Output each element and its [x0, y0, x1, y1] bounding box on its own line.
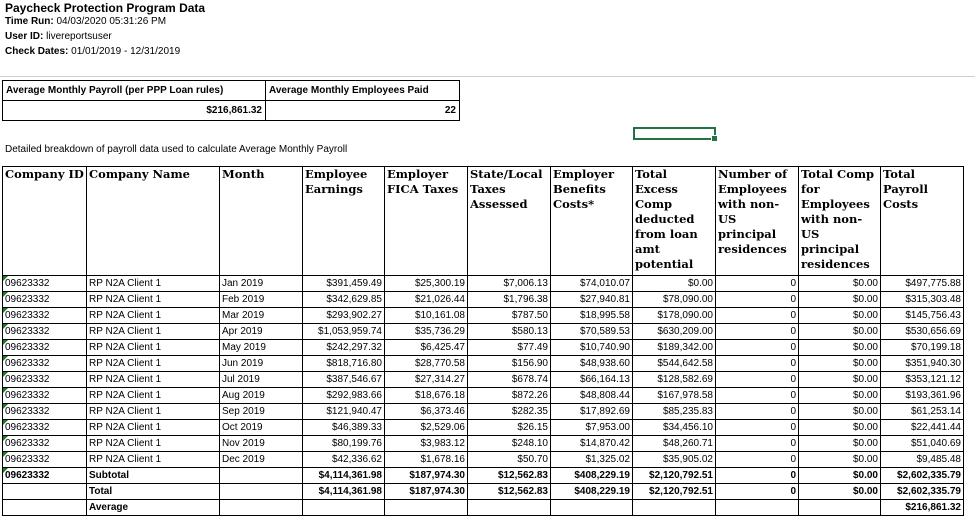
detail-note: Detailed breakdown of payroll data used to calculate Average Monthly Payroll	[5, 144, 348, 155]
table-row	[3, 356, 964, 372]
table-cell[interactable]: 0	[716, 356, 799, 372]
table-cell[interactable]: $26.15	[468, 420, 551, 436]
table-cell[interactable]: RP N2A Client 1	[87, 388, 220, 404]
total-row	[3, 484, 964, 500]
table-cell[interactable]: RP N2A Client 1	[87, 372, 220, 388]
table-cell[interactable]: $34,456.10	[633, 420, 716, 436]
table-cell[interactable]: $387,546.67	[303, 372, 385, 388]
table-cell[interactable]: $48,808.44	[551, 388, 633, 404]
table-cell[interactable]: Sep 2019	[220, 404, 303, 420]
table-cell[interactable]: 0	[716, 388, 799, 404]
table-cell[interactable]: $0.00	[799, 484, 881, 500]
table-cell[interactable]: 09623332	[3, 324, 87, 340]
table-cell[interactable]: RP N2A Client 1	[87, 340, 220, 356]
table-row	[3, 388, 964, 404]
table-cell[interactable]: RP N2A Client 1	[87, 308, 220, 324]
table-cell[interactable]: $0.00	[799, 436, 881, 452]
table-cell[interactable]: 09623332	[3, 468, 87, 484]
time-run-label: Time Run:	[5, 16, 54, 27]
table-cell[interactable]: $17,892.69	[551, 404, 633, 420]
table-cell[interactable]: 09623332	[3, 436, 87, 452]
table-cell[interactable]: 09623332	[3, 452, 87, 468]
table-cell[interactable]: $0.00	[633, 276, 716, 292]
table-cell[interactable]: $2,120,792.51	[633, 468, 716, 484]
table-cell[interactable]: 0	[716, 484, 799, 500]
table-cell[interactable]	[220, 468, 303, 484]
table-cell[interactable]: Average	[87, 500, 220, 516]
table-cell[interactable]: $74,010.07	[551, 276, 633, 292]
table-cell[interactable]: $70,199.18	[881, 340, 964, 356]
col-comp-non-us-employees[interactable]: Total Comp for Employees with non-US principal residences	[799, 167, 881, 276]
table-cell[interactable]: $0.00	[799, 468, 881, 484]
col-state-local-taxes[interactable]: State/Local Taxes Assessed	[468, 167, 551, 276]
table-cell[interactable]: $0.00	[799, 372, 881, 388]
col-employee-earnings[interactable]: Employee Earnings	[303, 167, 385, 276]
avg-employees-value[interactable]: 22	[266, 101, 460, 121]
table-cell[interactable]: 0	[716, 292, 799, 308]
table-cell[interactable]	[633, 500, 716, 516]
table-cell[interactable]: Dec 2019	[220, 452, 303, 468]
table-cell[interactable]: $6,425.47	[385, 340, 468, 356]
table-cell[interactable]: $61,253.14	[881, 404, 964, 420]
table-cell[interactable]: $145,756.43	[881, 308, 964, 324]
table-cell[interactable]: $12,562.83	[468, 484, 551, 500]
table-cell[interactable]: $10,161.08	[385, 308, 468, 324]
table-cell[interactable]: $342,629.85	[303, 292, 385, 308]
table-cell[interactable]: $678.74	[468, 372, 551, 388]
table-cell[interactable]	[303, 500, 385, 516]
table-cell[interactable]	[716, 500, 799, 516]
table-row	[3, 452, 964, 468]
table-cell[interactable]: $35,905.02	[633, 452, 716, 468]
table-cell[interactable]: $0.00	[799, 340, 881, 356]
col-employer-benefits[interactable]: Employer Benefits Costs*	[551, 167, 633, 276]
table-cell[interactable]: $1,678.16	[385, 452, 468, 468]
col-total-payroll-costs[interactable]: Total Payroll Costs	[881, 167, 964, 276]
table-row	[3, 276, 964, 292]
table-cell[interactable]: $580.13	[468, 324, 551, 340]
table-cell[interactable]: $27,314.27	[385, 372, 468, 388]
table-row	[3, 436, 964, 452]
table-cell[interactable]: Oct 2019	[220, 420, 303, 436]
table-cell[interactable]: RP N2A Client 1	[87, 324, 220, 340]
table-cell[interactable]: $2,529.06	[385, 420, 468, 436]
table-cell[interactable]: $2,120,792.51	[633, 484, 716, 500]
user-id-value: livereportsuser	[46, 31, 112, 42]
table-cell[interactable]: RP N2A Client 1	[87, 276, 220, 292]
table-cell[interactable]: 0	[716, 452, 799, 468]
table-cell[interactable]: RP N2A Client 1	[87, 420, 220, 436]
table-cell[interactable]: $1,796.38	[468, 292, 551, 308]
table-cell[interactable]	[385, 500, 468, 516]
table-cell[interactable]: $0.00	[799, 292, 881, 308]
table-cell[interactable]: $0.00	[799, 420, 881, 436]
check-dates	[5, 46, 180, 57]
table-cell[interactable]: $70,589.53	[551, 324, 633, 340]
table-cell[interactable]: 09623332	[3, 404, 87, 420]
table-cell[interactable]: $1,325.02	[551, 452, 633, 468]
table-cell[interactable]: $0.00	[799, 404, 881, 420]
table-cell[interactable]: 09623332	[3, 420, 87, 436]
table-cell[interactable]: $50.70	[468, 452, 551, 468]
check-dates-label: Check Dates:	[5, 46, 69, 57]
table-row	[3, 292, 964, 308]
table-cell[interactable]: $4,114,361.98	[303, 484, 385, 500]
table-cell[interactable]: Total	[87, 484, 220, 500]
table-cell[interactable]: $27,940.81	[551, 292, 633, 308]
table-cell[interactable]: 09623332	[3, 388, 87, 404]
col-month[interactable]: Month	[220, 167, 303, 276]
table-cell[interactable]: $167,978.58	[633, 388, 716, 404]
table-cell[interactable]: $156.90	[468, 356, 551, 372]
table-cell[interactable]: $78,090.00	[633, 292, 716, 308]
table-cell[interactable]	[3, 500, 87, 516]
table-cell[interactable]: 0	[716, 324, 799, 340]
table-cell[interactable]: $408,229.19	[551, 468, 633, 484]
table-cell[interactable]: $282.35	[468, 404, 551, 420]
table-cell[interactable]: Apr 2019	[220, 324, 303, 340]
table-cell[interactable]: $630,209.00	[633, 324, 716, 340]
table-cell[interactable]: $25,300.19	[385, 276, 468, 292]
table-cell[interactable]: $248.10	[468, 436, 551, 452]
table-cell[interactable]: 09623332	[3, 276, 87, 292]
table-cell[interactable]: 0	[716, 276, 799, 292]
table-cell[interactable]: May 2019	[220, 340, 303, 356]
payroll-table	[2, 166, 964, 516]
table-row	[3, 404, 964, 420]
table-cell[interactable]: 0	[716, 468, 799, 484]
table-cell[interactable]: $178,090.00	[633, 308, 716, 324]
table-cell[interactable]: $21,026.44	[385, 292, 468, 308]
table-cell[interactable]: $0.00	[799, 388, 881, 404]
table-cell[interactable]: $42,336.62	[303, 452, 385, 468]
table-cell[interactable]: $818,716.80	[303, 356, 385, 372]
table-cell[interactable]: 0	[716, 404, 799, 420]
divider	[0, 76, 975, 77]
table-cell[interactable]: $315,303.48	[881, 292, 964, 308]
table-cell[interactable]: $10,740.90	[551, 340, 633, 356]
report-title: Paycheck Protection Program Data	[5, 1, 206, 15]
table-cell[interactable]: 0	[716, 420, 799, 436]
table-cell[interactable]: $121,940.47	[303, 404, 385, 420]
table-row	[3, 308, 964, 324]
table-row	[3, 372, 964, 388]
table-cell[interactable]: $51,040.69	[881, 436, 964, 452]
table-cell[interactable]: $128,582.69	[633, 372, 716, 388]
time-run-value: 04/03/2020 05:31:26 PM	[56, 16, 167, 27]
table-cell[interactable]: $293,902.27	[303, 308, 385, 324]
table-cell[interactable]: $9,485.48	[881, 452, 964, 468]
table-cell[interactable]: $18,676.18	[385, 388, 468, 404]
table-cell[interactable]: $0.00	[799, 308, 881, 324]
table-cell[interactable]: $351,940.30	[881, 356, 964, 372]
table-cell[interactable]: $353,121.12	[881, 372, 964, 388]
col-num-non-us-employees[interactable]: Number of Employees with non-US principal residences	[716, 167, 799, 276]
header-row	[3, 167, 964, 276]
table-cell[interactable]: 09623332	[3, 356, 87, 372]
table-cell[interactable]: 09623332	[3, 340, 87, 356]
table-cell[interactable]: $187,974.30	[385, 468, 468, 484]
table-cell[interactable]: RP N2A Client 1	[87, 292, 220, 308]
average-row	[3, 500, 964, 516]
table-cell[interactable]: $18,995.58	[551, 308, 633, 324]
table-cell[interactable]: RP N2A Client 1	[87, 404, 220, 420]
table-cell[interactable]: $28,770.58	[385, 356, 468, 372]
user-id	[5, 31, 112, 42]
table-cell[interactable]: $66,164.13	[551, 372, 633, 388]
table-cell[interactable]: $872.26	[468, 388, 551, 404]
table-cell[interactable]: $77.49	[468, 340, 551, 356]
table-cell[interactable]: $80,199.76	[303, 436, 385, 452]
table-cell[interactable]: $7,953.00	[551, 420, 633, 436]
table-cell[interactable]: $0.00	[799, 356, 881, 372]
table-cell[interactable]: 0	[716, 340, 799, 356]
table-cell[interactable]: Feb 2019	[220, 292, 303, 308]
table-cell[interactable]	[799, 500, 881, 516]
avg-payroll-header[interactable]: Average Monthly Payroll (per PPP Loan rules)	[3, 81, 266, 101]
table-cell[interactable]: 09623332	[3, 372, 87, 388]
table-cell[interactable]: RP N2A Client 1	[87, 436, 220, 452]
table-cell[interactable]: $787.50	[468, 308, 551, 324]
table-cell[interactable]	[468, 500, 551, 516]
summary-table	[2, 80, 460, 121]
table-cell[interactable]: $391,459.49	[303, 276, 385, 292]
table-cell[interactable]: Jan 2019	[220, 276, 303, 292]
table-cell[interactable]: $0.00	[799, 452, 881, 468]
table-cell[interactable]: 09623332	[3, 308, 87, 324]
table-cell[interactable]: $408,229.19	[551, 484, 633, 500]
table-cell[interactable]	[3, 484, 87, 500]
table-cell[interactable]: $3,983.12	[385, 436, 468, 452]
table-cell[interactable]: $0.00	[799, 276, 881, 292]
table-cell[interactable]: 0	[716, 436, 799, 452]
col-total-excess-comp[interactable]: Total Excess Comp deducted from loan amt potential	[633, 167, 716, 276]
table-cell[interactable]: $2,602,335.79	[881, 484, 964, 500]
table-cell[interactable]: $187,974.30	[385, 484, 468, 500]
check-dates-value: 01/01/2019 - 12/31/2019	[71, 46, 181, 57]
table-cell[interactable]: 0	[716, 308, 799, 324]
table-cell[interactable]	[220, 484, 303, 500]
col-company-name[interactable]: Company Name	[87, 167, 220, 276]
table-cell[interactable]: $4,114,361.98	[303, 468, 385, 484]
avg-employees-header[interactable]: Average Monthly Employees Paid	[266, 81, 460, 101]
table-cell[interactable]: $35,736.29	[385, 324, 468, 340]
table-cell[interactable]	[551, 500, 633, 516]
table-cell[interactable]: $189,342.00	[633, 340, 716, 356]
table-row	[3, 420, 964, 436]
subtotal-row	[3, 468, 964, 484]
table-cell[interactable]: Aug 2019	[220, 388, 303, 404]
table-cell[interactable]: $85,235.83	[633, 404, 716, 420]
table-cell[interactable]: $497,775.88	[881, 276, 964, 292]
table-cell[interactable]: $0.00	[799, 324, 881, 340]
table-row	[3, 340, 964, 356]
col-employer-fica[interactable]: Employer FICA Taxes	[385, 167, 468, 276]
table-cell[interactable]: $216,861.32	[881, 500, 964, 516]
table-cell[interactable]	[220, 500, 303, 516]
table-cell[interactable]: $7,006.13	[468, 276, 551, 292]
table-cell[interactable]: $544,642.58	[633, 356, 716, 372]
table-cell[interactable]: 09623332	[3, 292, 87, 308]
table-cell[interactable]: Subtotal	[87, 468, 220, 484]
table-cell[interactable]: $22,441.44	[881, 420, 964, 436]
table-cell[interactable]: RP N2A Client 1	[87, 452, 220, 468]
table-cell[interactable]: $242,297.32	[303, 340, 385, 356]
table-cell[interactable]: $1,053,959.74	[303, 324, 385, 340]
selected-cell[interactable]	[633, 127, 716, 140]
table-cell[interactable]: Jun 2019	[220, 356, 303, 372]
table-cell[interactable]: $292,983.66	[303, 388, 385, 404]
time-run	[5, 16, 166, 27]
table-cell[interactable]: $6,373.46	[385, 404, 468, 420]
table-cell[interactable]: $48,938.60	[551, 356, 633, 372]
table-cell[interactable]: Mar 2019	[220, 308, 303, 324]
table-cell[interactable]: $14,870.42	[551, 436, 633, 452]
avg-payroll-value[interactable]: $216,861.32	[3, 101, 266, 121]
table-cell[interactable]: $12,562.83	[468, 468, 551, 484]
user-id-label: User ID:	[5, 31, 44, 42]
table-cell[interactable]: RP N2A Client 1	[87, 356, 220, 372]
table-cell[interactable]: $48,260.71	[633, 436, 716, 452]
table-row	[3, 324, 964, 340]
table-cell[interactable]: $2,602,335.79	[881, 468, 964, 484]
table-cell[interactable]: 0	[716, 372, 799, 388]
table-cell[interactable]: Jul 2019	[220, 372, 303, 388]
table-cell[interactable]: $46,389.33	[303, 420, 385, 436]
table-cell[interactable]: $530,656.69	[881, 324, 964, 340]
table-cell[interactable]: $193,361.96	[881, 388, 964, 404]
table-cell[interactable]: Nov 2019	[220, 436, 303, 452]
col-company-id[interactable]: Company ID	[3, 167, 87, 276]
